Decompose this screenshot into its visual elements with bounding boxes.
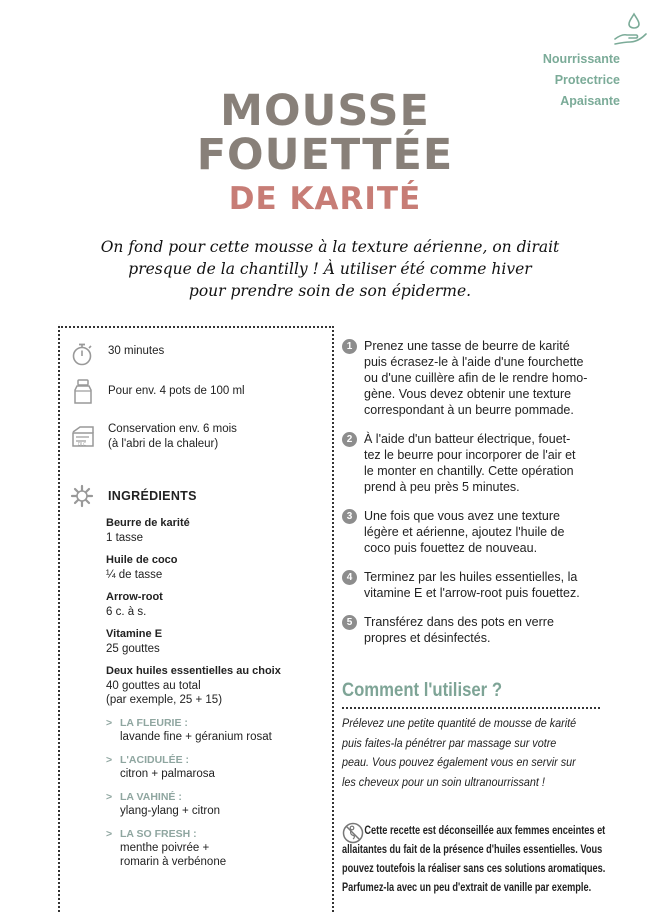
warning-line: Parfumez-la avec un peu d'extrait de vanille par exemple. [342,882,592,894]
warning-line: pouvez toutefois la réaliser sans ces solutions aromatiques. [342,863,606,875]
oil-option [106,791,332,818]
step-line: puis écrasez-le à l'aide d'une fourchette [364,355,584,369]
step-number: 5 [342,615,357,630]
intro-line: presque de la chantilly ! À utiliser été comme hiver [128,260,532,278]
oil-option [106,717,332,744]
stopwatch-icon [68,340,98,368]
arrow-marker: > [106,717,113,729]
step-line: légère et aérienne, ajoutez l'huile de [364,525,565,539]
ingredient-name: Vitamine E [106,628,163,640]
step-1 [342,338,600,418]
step-line: gène. Vous devez obtenir une texture [364,387,572,401]
tag-apaisante: Apaisante [560,94,620,108]
step-line: Transférez dans des pots en verre [364,615,554,629]
tag-nourrissante: Nourrissante [542,52,620,66]
warning-note [342,822,604,898]
info-time [68,340,164,368]
step-line: le monter en chantilly. Cette opération [364,464,574,478]
step-line: Terminez par les huiles essentielles, la [364,570,578,584]
yield-text: Pour env. 4 pots de 100 ml [108,385,245,397]
ingredient-name: Deux huiles essentielles au choix [106,665,281,677]
step-line: coco puis fouettez de nouveau. [364,541,538,555]
recipe-steps [342,338,600,659]
arrow-marker: > [106,754,113,766]
warning-line: allaitantes du fait de la présence d'huiles essentielles. Vous [342,844,603,856]
info-storage [68,422,237,452]
step-line: ou d'une cuillère afin de le rendre homo- [364,371,588,385]
ingredient-qty: 25 gouttes [106,643,160,655]
howto-line: peau. Vous pouvez également vous en servir sur [342,755,576,769]
ingredient-qty: 40 gouttes au total [106,680,201,692]
option-label: LA VAHINÉ : [120,791,182,803]
step-line: Une fois que vous avez une texture [364,509,560,523]
option-label: LA FLEURIE : [120,717,188,729]
intro-text [60,236,600,302]
list-item [106,627,332,656]
info-yield [68,378,245,406]
gear-flower-icon [68,484,96,508]
step-line: Prenez une tasse de beurre de karité [364,339,570,353]
storage-text: Conservation env. 6 mois [108,423,237,435]
recipe-info-box [58,326,334,912]
step-number: 1 [342,339,357,354]
divider [342,707,600,709]
option-value: citron + palmarosa [120,768,215,780]
step-line: propres et désinfectés. [364,631,491,645]
step-line: correspondant à un beurre pommade. [364,403,574,417]
ingredients-heading: INGRÉDIENTS [108,489,197,503]
ingredients-heading-row [68,484,197,508]
arrow-marker: > [106,791,113,803]
step-line: vitamine E et l'arrow-root puis fouettez. [364,586,580,600]
option-label: L'ACIDULÉE : [120,754,189,766]
storage-box-icon [68,422,98,450]
ingredient-name: Arrow-root [106,591,163,603]
warning-line: Cette recette est déconseillée aux femmes enceintes et [364,825,606,837]
ingredient-qty: 1 tasse [106,532,144,544]
howto-line: les cheveux pour un soin ultranourrissant ! [342,774,545,789]
step-line: À l'aide d'un batteur électrique, fouet- [364,432,571,446]
ingredients-list [106,516,332,877]
ingredient-qty: 6 c. à s. [106,606,147,618]
title-line-2: FOUETTÉE [196,130,454,180]
option-value: ylang-ylang + citron [120,805,221,817]
intro-line: pour prendre soin de son épiderme. [188,282,472,300]
step-number: 4 [342,570,357,585]
step-2 [342,431,600,495]
step-number: 2 [342,432,357,447]
step-number: 3 [342,509,357,524]
title-line-1: MOUSSE [220,86,430,136]
option-value: lavande fine + géranium rosat [120,731,272,743]
howto-text [342,714,602,792]
howto-line: Prélevez une petite quantité de mousse de karité [342,716,577,730]
option-label: LA SO FRESH : [120,828,197,840]
title-line-3: DE KARITÉ [228,181,422,217]
step-line: tez le beurre pour incorporer de l'air et [364,448,576,462]
jar-icon [68,378,98,406]
oil-option [106,754,332,781]
step-3 [342,508,600,556]
ingredient-qty: (par exemple, 25 + 15) [106,694,223,706]
ingredient-qty: ¼ de tasse [106,569,163,581]
hand-drop-icon [612,12,648,46]
step-5 [342,614,600,646]
oil-option [106,828,332,869]
list-item [106,590,332,619]
option-value: menthe poivrée + [120,842,210,854]
step-line: prend à peu près 5 minutes. [364,480,520,494]
storage-text: (à l'abri de la chaleur) [108,438,219,450]
time-text: 30 minutes [108,345,165,357]
ingredient-name: Huile de coco [106,554,178,566]
howto-title: Comment l'utiliser ? [342,680,503,701]
tag-protectrice: Protectrice [554,73,620,87]
option-value: romarin à verbénone [120,856,227,868]
arrow-marker: > [106,828,113,840]
howto-line: puis faites-la pénétrer par massage sur votre [342,735,557,750]
list-item [106,664,332,869]
list-item [106,553,332,582]
intro-line: On fond pour cette mousse à la texture aérienne, on dirait [100,238,560,256]
svg-text:DLC: DLC [78,441,87,447]
ingredient-name: Beurre de karité [106,517,190,529]
list-item [106,516,332,545]
step-4 [342,569,600,601]
